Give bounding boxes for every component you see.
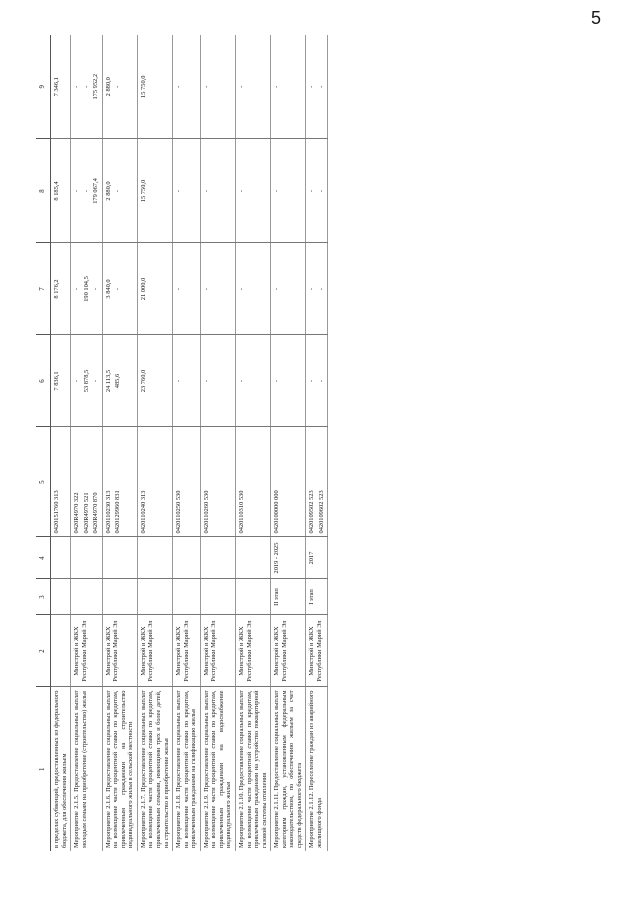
- amount-value: -: [82, 189, 90, 193]
- period-cell: 2019 - 2025: [271, 537, 306, 579]
- amount-cell: [51, 139, 71, 243]
- amount-cell: [235, 243, 270, 335]
- amount-value: 8 176,2: [53, 279, 61, 299]
- amount-cell: [51, 335, 71, 427]
- amount-cell: [102, 335, 137, 427]
- amount-value: -: [237, 379, 245, 383]
- amount-value: -: [308, 287, 316, 291]
- amount-cell: [200, 35, 235, 139]
- responsible-cell: Минстрой и ЖКХ Республики Марий Эл: [200, 615, 235, 687]
- amount-cell: [306, 35, 328, 139]
- budget-code: 0420129960 831: [114, 490, 122, 534]
- stage-cell: II этап: [271, 579, 306, 615]
- stage-cell: I этап: [306, 579, 328, 615]
- amount-value: 15 750,0: [139, 75, 147, 98]
- table-row: [200, 35, 235, 851]
- page-number: 5: [590, 8, 601, 28]
- amount-cell: [102, 243, 137, 335]
- amount-cell: [271, 139, 306, 243]
- amount-value: -: [92, 379, 100, 383]
- amount-cell: [306, 243, 328, 335]
- amount-value: -: [273, 287, 281, 291]
- amount-value: -: [175, 287, 183, 291]
- amount-cell: [235, 139, 270, 243]
- amount-cell: [102, 35, 137, 139]
- column-header: 6: [36, 335, 51, 427]
- table-row: [137, 35, 172, 851]
- budget-code: 0420109602 523: [317, 490, 325, 534]
- rotated-table-container: [36, 35, 604, 851]
- amount-value: 7 836,1: [53, 371, 61, 391]
- stage-cell: [71, 579, 103, 615]
- period-cell: [235, 537, 270, 579]
- budget-code: 0420R4970 322: [73, 492, 81, 534]
- amount-value: 8 185,4: [53, 181, 61, 201]
- stage-cell: [102, 579, 137, 615]
- responsible-cell: Минстрой и ЖКХ Республики Марий Эл: [173, 615, 201, 687]
- budget-code-cell: [235, 427, 270, 537]
- budget-code: 0420110230 313: [104, 490, 112, 534]
- measure-cell: Мероприятие 2.1.11. Предоставление социальных выплат категориям граждан, установленным федеральным законодательством, по обеспечению жильем за счет средств федерального бюджета: [271, 687, 306, 851]
- budget-code-cell: [51, 427, 71, 537]
- amount-value: -: [273, 189, 281, 193]
- responsible-cell: Минстрой и ЖКХ Республики Марий Эл: [271, 615, 306, 687]
- amount-cell: [271, 35, 306, 139]
- responsible-cell: Минстрой и ЖКХ Республики Марий Эл: [137, 615, 172, 687]
- measure-cell: Мероприятие 2.1.6. Предоставление социальных выплат на возмещение части процентной ставки по кредитам, привлеченным гражданами на строительство индивидуального жилья в сельской местности: [102, 687, 137, 851]
- amount-value: -: [73, 85, 81, 88]
- amount-value: -: [114, 85, 122, 88]
- column-header: 3: [36, 579, 51, 615]
- measure-cell: Мероприятие 2.1.10. Предоставление социальных выплат на возмещение части процентной ставки по кредитам, привлеченным гражданами на устройство поквартирной газовой системы отопления: [235, 687, 270, 851]
- amount-value: -: [237, 85, 245, 88]
- amount-value: -: [92, 287, 100, 291]
- column-header: 1: [36, 687, 51, 851]
- amount-cell: [137, 243, 172, 335]
- amount-cell: [137, 139, 172, 243]
- amount-value: 2 880,0: [104, 181, 112, 201]
- budget-code-cell: [173, 427, 201, 537]
- amount-cell: [137, 335, 172, 427]
- period-cell: [51, 537, 71, 579]
- amount-cell: [200, 139, 235, 243]
- budget-code: 0420R4970 521: [82, 492, 90, 534]
- budget-code: 0420110260 530: [202, 490, 210, 534]
- amount-value: 2 880,0: [104, 77, 112, 97]
- amount-value: 15 750,0: [139, 179, 147, 203]
- amount-value: -: [175, 379, 183, 383]
- measure-cell: Мероприятие 2.1.9. Предоставление социальных выплат на возмещение части процентной ставки по кредитам, привлеченным гражданами на водоснабжение индивидуального жилья: [200, 687, 235, 851]
- amount-value: -: [273, 379, 281, 383]
- amount-value: 485,6: [114, 373, 122, 389]
- period-cell: [200, 537, 235, 579]
- amount-value: -: [202, 85, 210, 88]
- measure-cell: Мероприятие 2.1.8. Предоставление социальных выплат на возмещение части процентной ставки по кредитам, привлеченным гражданами на газификацию жилья: [173, 687, 201, 851]
- stage-cell: [200, 579, 235, 615]
- period-cell: [102, 537, 137, 579]
- amount-value: 175 952,2: [92, 73, 100, 100]
- budget-code-cell: [271, 427, 306, 537]
- amount-value: -: [308, 189, 316, 193]
- responsible-cell: Минстрой и ЖКХ Республики Марий Эл: [235, 615, 270, 687]
- amount-cell: [71, 335, 103, 427]
- column-header: 9: [36, 35, 51, 139]
- amount-cell: [200, 243, 235, 335]
- amount-cell: [51, 243, 71, 335]
- table-row: [306, 35, 328, 851]
- amount-value: -: [202, 189, 210, 193]
- amount-cell: [235, 35, 270, 139]
- responsible-cell: Минстрой и ЖКХ Республики Марий Эл: [102, 615, 137, 687]
- stage-cell: [173, 579, 201, 615]
- budget-code: 0420R4970 870: [92, 492, 100, 534]
- table-row: [271, 35, 306, 851]
- amount-value: 7 346,1: [53, 77, 61, 97]
- budget-code-cell: [102, 427, 137, 537]
- budget-code-cell: [137, 427, 172, 537]
- measure-cell: Мероприятие 2.1.7. Предоставление социальных выплат на возмещение части процентной ставки по кредитам, привлеченным семьями, имеющими трех и более детей, на строительство и приобретение жилья: [137, 687, 172, 851]
- amount-value: -: [114, 189, 122, 193]
- amount-value: -: [73, 379, 81, 383]
- amount-value: 190 104,5: [82, 276, 90, 302]
- amount-value: 179 067,4: [92, 178, 100, 204]
- budget-code-cell: [200, 427, 235, 537]
- table-row: [102, 35, 137, 851]
- amount-value: -: [308, 85, 316, 88]
- amount-value: -: [237, 287, 245, 291]
- amount-cell: [102, 139, 137, 243]
- amount-cell: [173, 243, 201, 335]
- amount-value: -: [317, 287, 325, 291]
- amount-value: 53 878,5: [82, 369, 90, 393]
- amount-value: -: [317, 379, 325, 383]
- amount-value: -: [237, 189, 245, 193]
- budget-code-cell: [306, 427, 328, 537]
- amount-cell: [235, 335, 270, 427]
- amount-value: -: [73, 287, 81, 291]
- amount-cell: [71, 35, 103, 139]
- table-body: [51, 35, 328, 851]
- budget-code: 0420110250 530: [175, 490, 183, 534]
- table-row: [235, 35, 270, 851]
- budget-code: 0420110310 530: [237, 490, 245, 534]
- amount-cell: [271, 335, 306, 427]
- budget-table: [36, 35, 328, 851]
- amount-value: -: [317, 189, 325, 193]
- period-cell: [71, 537, 103, 579]
- budget-code: 0420109502 523: [308, 490, 316, 534]
- amount-cell: [51, 35, 71, 139]
- amount-cell: [71, 243, 103, 335]
- header-row: [36, 35, 51, 851]
- amount-value: 21 000,0: [139, 277, 147, 301]
- amount-value: -: [82, 85, 90, 88]
- budget-code: 0420100000 000: [273, 490, 281, 534]
- amount-value: -: [202, 287, 210, 291]
- amount-cell: [306, 335, 328, 427]
- measure-cell: в пределах субвенций, предоставленных из федерального бюджета, для обеспечения жильем: [51, 687, 71, 851]
- amount-value: -: [273, 85, 281, 88]
- budget-code: 0420110240 313: [139, 490, 147, 534]
- amount-value: -: [73, 189, 81, 193]
- amount-cell: [271, 243, 306, 335]
- column-header: 5: [36, 427, 51, 537]
- amount-cell: [173, 35, 201, 139]
- responsible-cell: Минстрой и ЖКХ Республики Марий Эл: [71, 615, 103, 687]
- stage-cell: [137, 579, 172, 615]
- amount-cell: [173, 139, 201, 243]
- amount-value: 23 760,0: [139, 369, 147, 393]
- amount-value: -: [202, 379, 210, 383]
- table-row: [71, 35, 103, 851]
- amount-value: -: [175, 85, 183, 88]
- column-header: 4: [36, 537, 51, 579]
- budget-code-cell: [71, 427, 103, 537]
- amount-value: -: [308, 379, 316, 383]
- measure-cell: Мероприятие 2.1.12. Переселение граждан из аварийного жилищного фонда: [306, 687, 328, 851]
- amount-value: 3 840,0: [104, 279, 112, 299]
- stage-cell: [235, 579, 270, 615]
- budget-code: 0420151760 313: [53, 490, 61, 534]
- stage-cell: [51, 579, 71, 615]
- column-header: 7: [36, 243, 51, 335]
- amount-cell: [200, 335, 235, 427]
- responsible-cell: [51, 615, 71, 687]
- amount-value: -: [114, 287, 122, 291]
- amount-cell: [306, 139, 328, 243]
- amount-value: -: [317, 85, 325, 88]
- period-cell: [137, 537, 172, 579]
- table-row: [51, 35, 71, 851]
- column-header: 8: [36, 139, 51, 243]
- amount-cell: [173, 335, 201, 427]
- amount-cell: [137, 35, 172, 139]
- responsible-cell: Минстрой и ЖКХ Республики Марий Эл: [306, 615, 328, 687]
- amount-value: 24 113,5: [104, 369, 112, 393]
- period-cell: 2017: [306, 537, 328, 579]
- measure-cell: Мероприятие 2.1.5. Предоставление социальных выплат молодым семьям на приобретение (строительство) жилья: [71, 687, 103, 851]
- amount-value: -: [175, 189, 183, 193]
- column-header: 2: [36, 615, 51, 687]
- period-cell: [173, 537, 201, 579]
- table-row: [173, 35, 201, 851]
- amount-cell: [71, 139, 103, 243]
